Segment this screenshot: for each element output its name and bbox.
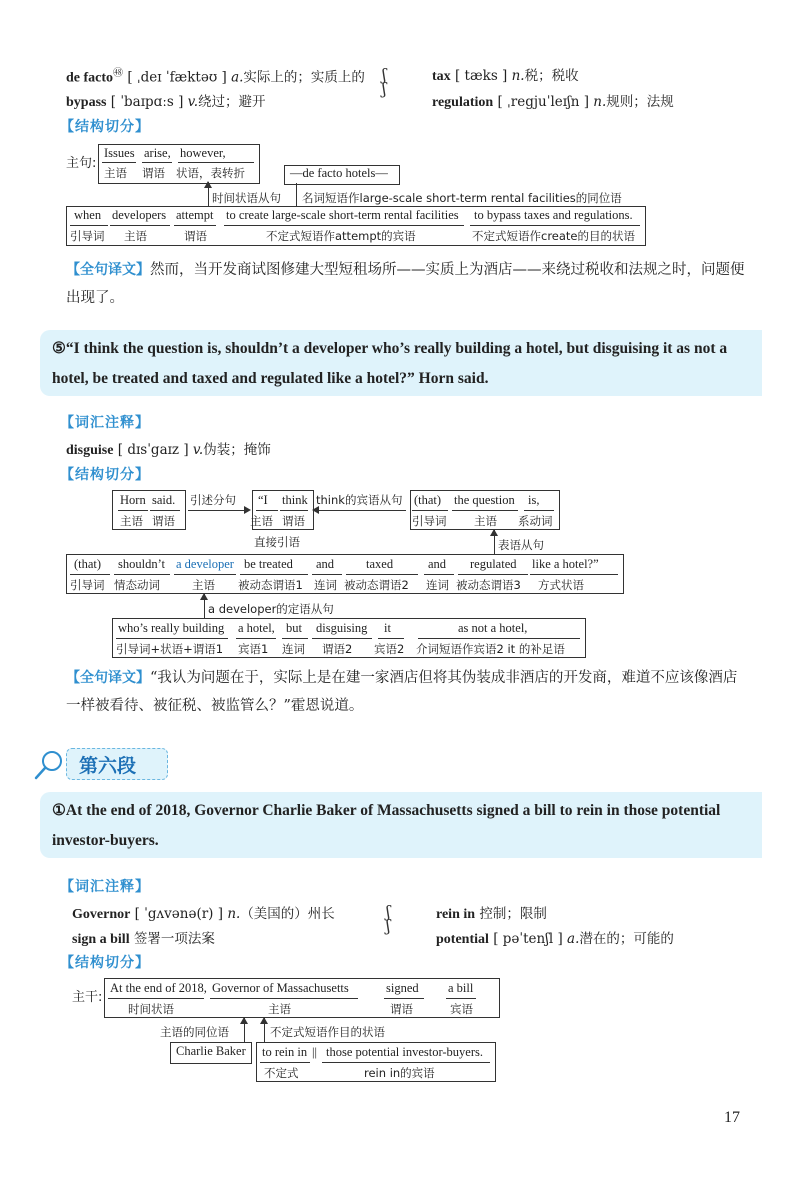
role-label: 宾语 <box>450 1002 473 1016</box>
translation-text: 然而，当开发商试图修建大型短租场所——实质上为酒店——来绕过税收和法规之时，问题便出现了。 <box>66 262 745 306</box>
part-of-speech: n. <box>511 68 525 84</box>
vocab-label: 【词汇注释】 <box>60 879 150 895</box>
role-label: 引导词 <box>412 514 447 528</box>
role-label: 引导词 <box>70 578 105 592</box>
translation-text: “我认为问题在于，实际上是在建一家酒店但将其伪装成非酒店的开发商，难道不应该像酒店一样被看待、被征税、被监管么？”霍恩说道。 <box>66 670 738 714</box>
word-highlight: a developer <box>176 557 234 571</box>
sentence-number: ① <box>52 802 66 819</box>
vocab-entry-sign-a-bill <box>72 927 215 948</box>
role-label: 主语 <box>104 166 127 180</box>
vocab-entry-tax <box>432 64 579 85</box>
part-of-speech: v. <box>187 94 198 110</box>
word: Governor of Massachusetts <box>212 981 349 995</box>
sentence-text: At the end of 2018, Governor Charlie Baker of Massachusetts signed a bill to rein in those potential investor-buyers. <box>52 802 721 849</box>
sentence-box-5 <box>40 330 762 396</box>
part-of-speech: v. <box>192 442 204 458</box>
word: regulated <box>470 557 517 571</box>
word: taxed <box>366 557 394 571</box>
role-label: 被动态谓语1 <box>238 578 303 592</box>
intro-clause-label: 引述分句 <box>190 493 236 507</box>
word: arise, <box>144 146 171 160</box>
section-heading <box>66 748 168 780</box>
role-label: 主语 <box>268 1002 291 1016</box>
sentence-text: “I think the question is, shouldn’t a developer who’s really building a hotel, but disguising it as not a hotel, be treated and taxed and regulated like a hotel?” Horn said. <box>52 340 728 387</box>
meaning: 伪装；掩饰 <box>203 442 271 458</box>
role-label: 谓语 <box>184 229 207 243</box>
role-label: 不定式短语作create的目的状语 <box>472 229 636 243</box>
role-label: 时间状语 <box>128 1002 174 1016</box>
translation-label: 【全句译文】 <box>66 262 150 278</box>
structure-label: 【结构切分】 <box>60 955 150 971</box>
meaning: 签署一项法案 <box>133 931 215 947</box>
time-clause-label: 时间状语从句 <box>212 191 281 205</box>
role-label: 谓语 <box>142 166 165 180</box>
role-label: 主语 <box>124 229 147 243</box>
role-label: 谓语 <box>390 1002 413 1016</box>
phonetic: [ ˈgʌvənə(r) ] <box>134 906 224 922</box>
role-label: 主语 <box>474 514 497 528</box>
word: when <box>74 208 102 222</box>
attributive-clause-label: a developer的定语从句 <box>208 602 334 616</box>
word: think <box>282 493 308 507</box>
direct-quote-label: 直接引语 <box>254 535 300 549</box>
part-of-speech: n. <box>227 906 241 922</box>
vocab-entry-regulation <box>432 90 674 111</box>
purpose-label: 不定式短语作目的状语 <box>270 1025 385 1039</box>
main-clause-label: 主句: <box>66 156 97 171</box>
role-label: 不定式短语作attempt的宾语 <box>266 229 416 243</box>
word: like a hotel?” <box>532 557 599 571</box>
role-label: 情态动词 <box>114 578 160 592</box>
separator: || <box>312 1045 318 1059</box>
word: attempt <box>176 208 214 222</box>
vocab-entry-de-facto <box>66 64 365 87</box>
role-label: 引导词 <box>70 229 105 243</box>
word: said. <box>152 493 176 507</box>
meaning: 规则；法规 <box>606 94 674 110</box>
vocab-word: de facto <box>66 70 114 86</box>
word: a hotel, <box>238 621 275 635</box>
phonetic: [ ˈbaɪpɑːs ] <box>110 94 184 110</box>
divider-squiggle: ʃ ʃ <box>386 902 391 935</box>
phonetic: [ ˌregjuˈleɪʃn ] <box>497 94 589 110</box>
vocab-word: rein in <box>436 907 476 922</box>
role-label: 被动态谓语3 <box>456 578 521 592</box>
main-clause-label: 主干: <box>72 990 103 1005</box>
part-of-speech: a. <box>567 931 580 947</box>
word: the question <box>454 493 515 507</box>
page-number: 17 <box>724 1109 740 1126</box>
sentence-6-1 <box>52 796 754 856</box>
part-of-speech: n. <box>593 94 607 110</box>
vocab-entry-bypass <box>66 90 266 111</box>
sentence-number: ⑤ <box>52 340 66 357</box>
role-label: 连词 <box>314 578 337 592</box>
vocab-word: bypass <box>66 95 107 110</box>
vocab-entry-governor <box>72 902 335 923</box>
word: (that) <box>74 557 102 571</box>
meaning: 潜在的；可能的 <box>579 931 674 947</box>
word: it <box>384 621 391 635</box>
sentence-box-6-1 <box>40 792 762 858</box>
word: and <box>428 557 447 571</box>
role-label: 系动词 <box>518 514 553 528</box>
role-label: 宾语2 <box>374 642 405 656</box>
phonetic: [ ˌdeɪ ˈfæktəʊ ] <box>127 69 227 86</box>
word: (that) <box>414 493 442 507</box>
word: to bypass taxes and regulations. <box>474 208 633 222</box>
vocab-word: sign a bill <box>72 932 130 947</box>
role-label: 方式状语 <box>538 578 584 592</box>
word: and <box>316 557 335 571</box>
word: however, <box>180 146 226 160</box>
role-label: 宾语1 <box>238 642 269 656</box>
role-label: 谓语 <box>282 514 305 528</box>
predicative-clause-label: 表语从句 <box>498 538 544 552</box>
role-label: 谓语2 <box>322 642 353 656</box>
vocab-word: disguise <box>66 443 114 458</box>
meaning: （美国的）州长 <box>240 906 335 922</box>
vocab-entry-potential <box>436 927 674 948</box>
role-label: 主语 <box>192 578 215 592</box>
vocab-word: potential <box>436 932 489 947</box>
vocab-word: tax <box>432 69 451 84</box>
word: who’s really building <box>118 621 225 635</box>
magnifier-icon <box>32 748 66 782</box>
word: shouldn’t <box>118 557 165 571</box>
meaning: 税；税收 <box>524 68 579 84</box>
phonetic: [ dɪsˈgaɪz ] <box>117 442 189 458</box>
section-title: 第六段 <box>79 755 137 777</box>
word: disguising <box>316 621 368 635</box>
word: signed <box>386 981 419 995</box>
part-of-speech: a. <box>231 69 244 86</box>
meaning: 控制；限制 <box>479 906 547 922</box>
role-label: 介词短语作宾语2 it 的补足语 <box>416 642 565 656</box>
word: At the end of 2018, <box>110 981 207 995</box>
role-label: 主语 <box>120 514 143 528</box>
word: to rein in <box>262 1045 308 1059</box>
role-label: 被动态谓语2 <box>344 578 409 592</box>
object-clause-label: think的宾语从句 <box>316 493 403 507</box>
role-label: 谓语 <box>152 514 175 528</box>
meaning: 实际上的；实质上的 <box>243 69 365 86</box>
appositive-text: —de facto hotels— <box>290 166 388 180</box>
vocab-label: 【词汇注释】 <box>60 415 150 431</box>
role-label: 引导词+状语+谓语1 <box>116 642 224 656</box>
appositive-note: 名词短语作large-scale short-term rental facilities的同位语 <box>302 191 622 205</box>
word: Charlie Baker <box>176 1044 246 1058</box>
meaning: 绕过；避开 <box>198 94 266 110</box>
word: be treated <box>244 557 293 571</box>
word: those potential investor-buyers. <box>326 1045 484 1059</box>
word: developers <box>112 208 167 222</box>
appositive-label: 主语的同位语 <box>160 1025 229 1039</box>
vocab-word: regulation <box>432 95 494 110</box>
role-label: 连词 <box>282 642 305 656</box>
structure-label: 【结构切分】 <box>60 467 150 483</box>
role-label: 不定式 <box>264 1066 299 1080</box>
sentence-5 <box>52 334 754 394</box>
role-label: 连词 <box>426 578 449 592</box>
role-label: 主语 <box>250 514 273 528</box>
translation-1 <box>66 256 746 312</box>
translation-label: 【全句译文】 <box>66 670 150 686</box>
footnote-mark: ㊽ <box>113 68 124 79</box>
role-label: 状语，表转折 <box>176 166 245 180</box>
word: a bill <box>448 981 474 995</box>
role-label: rein in的宾语 <box>364 1066 435 1080</box>
word: to create large-scale short-term rental facilities <box>226 208 459 222</box>
vocab-entry-rein-in <box>436 902 547 923</box>
word: Issues <box>104 146 135 160</box>
vocab-entry-disguise <box>66 438 271 459</box>
word: “I <box>258 493 268 507</box>
word: but <box>286 621 302 635</box>
structure-label: 【结构切分】 <box>60 119 150 135</box>
phonetic: [ pəˈtenʃl ] <box>493 931 563 947</box>
translation-2 <box>66 664 746 720</box>
word: Horn <box>120 493 146 507</box>
word: as not a hotel, <box>458 621 528 635</box>
word: is, <box>528 493 540 507</box>
vocab-word: Governor <box>72 907 131 922</box>
divider-squiggle: ʃ ʃ <box>382 65 387 98</box>
phonetic: [ tæks ] <box>454 68 508 84</box>
